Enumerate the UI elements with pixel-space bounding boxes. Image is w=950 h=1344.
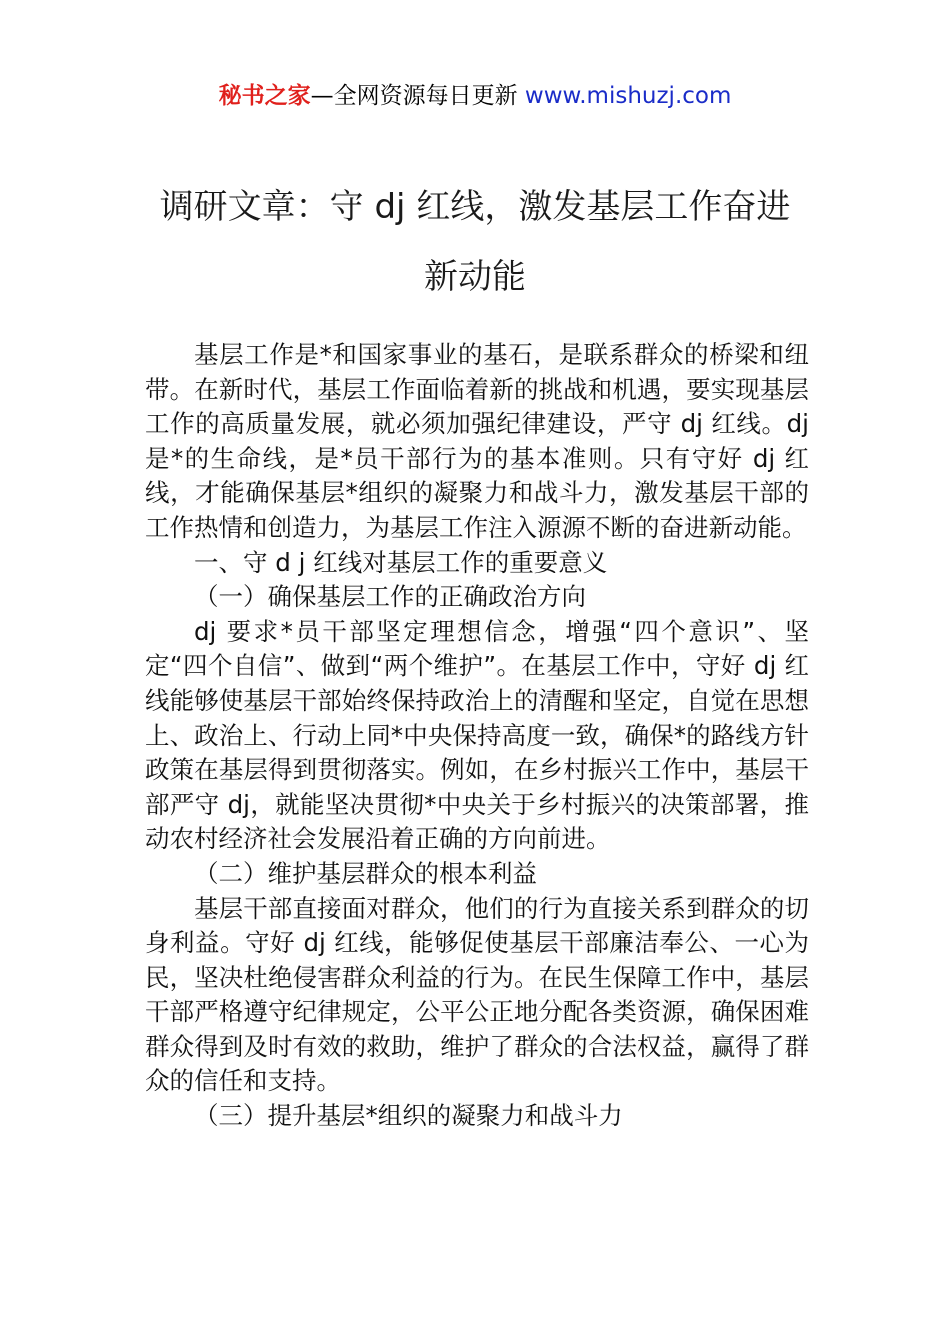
- subsection-heading-2: （二）维护基层群众的根本利益: [194, 858, 537, 888]
- subsection-heading-1: （一）确保基层工作的正确政治方向: [194, 582, 586, 612]
- brand-name: 秘书之家: [218, 83, 311, 109]
- title-line-1: 调研文章：守 dj 红线，激发基层工作奋进: [159, 187, 791, 227]
- document-body: [145, 338, 809, 1134]
- body-paragraph-2: 基层干部直接面对群众，他们的行为直接关系到群众的切身利益。守好 dj 红线，能够促使基层干部廉洁奉公、一心为民，坚决杜绝侵害群众利益的行为。在民生保障工作中，基层干部严格遵守纪律规定，公平公正地分配各类资源，确保困难群众得到及时有效的救助，维护了群众的合法权益，赢得了群众的信任和支持。: [145, 893, 809, 1096]
- title-line-2: 新动能: [424, 257, 526, 297]
- body-paragraph-1: dj 要求*员干部坚定理想信念，增强“四个意识”、坚定“四个自信”、做到“两个维护”。在基层工作中，守好 dj 红线能够使基层干部始终保持政治上的清醒和坚定，自觉在思想上、政治上、行动上同*中央保持高度一致，确保*的路线方针政策在基层得到贯彻落实。例如，在乡村振兴工作中，基层干部严守 dj，就能坚决贯彻*中央关于乡村振兴的决策部署，推动农村经济社会发展沿着正确的方向前进。: [145, 616, 809, 854]
- intro-paragraph: 基层工作是*和国家事业的基石，是联系群众的桥梁和纽带。在新时代，基层工作面临着新的挑战和机遇，要实现基层工作的高质量发展，就必须加强纪律建设，严守 dj 红线。dj 是*的生命线，是*员干部行为的基本准则。只有守好 dj 红线，才能确保基层*组织的凝聚力和战斗力，激发基层干部的工作热情和创造力，为基层工作注入源源不断的奋进新动能。: [145, 340, 809, 542]
- site-url: www.mishuzj.com: [524, 83, 732, 109]
- subsection-heading-3: （三）提升基层*组织的凝聚力和战斗力: [194, 1101, 623, 1131]
- header-tagline: —全网资源每日更新: [310, 83, 525, 109]
- section-heading-1: 一、守 d j 红线对基层工作的重要意义: [194, 547, 608, 577]
- document-title: [120, 172, 830, 312]
- site-header: [0, 80, 950, 112]
